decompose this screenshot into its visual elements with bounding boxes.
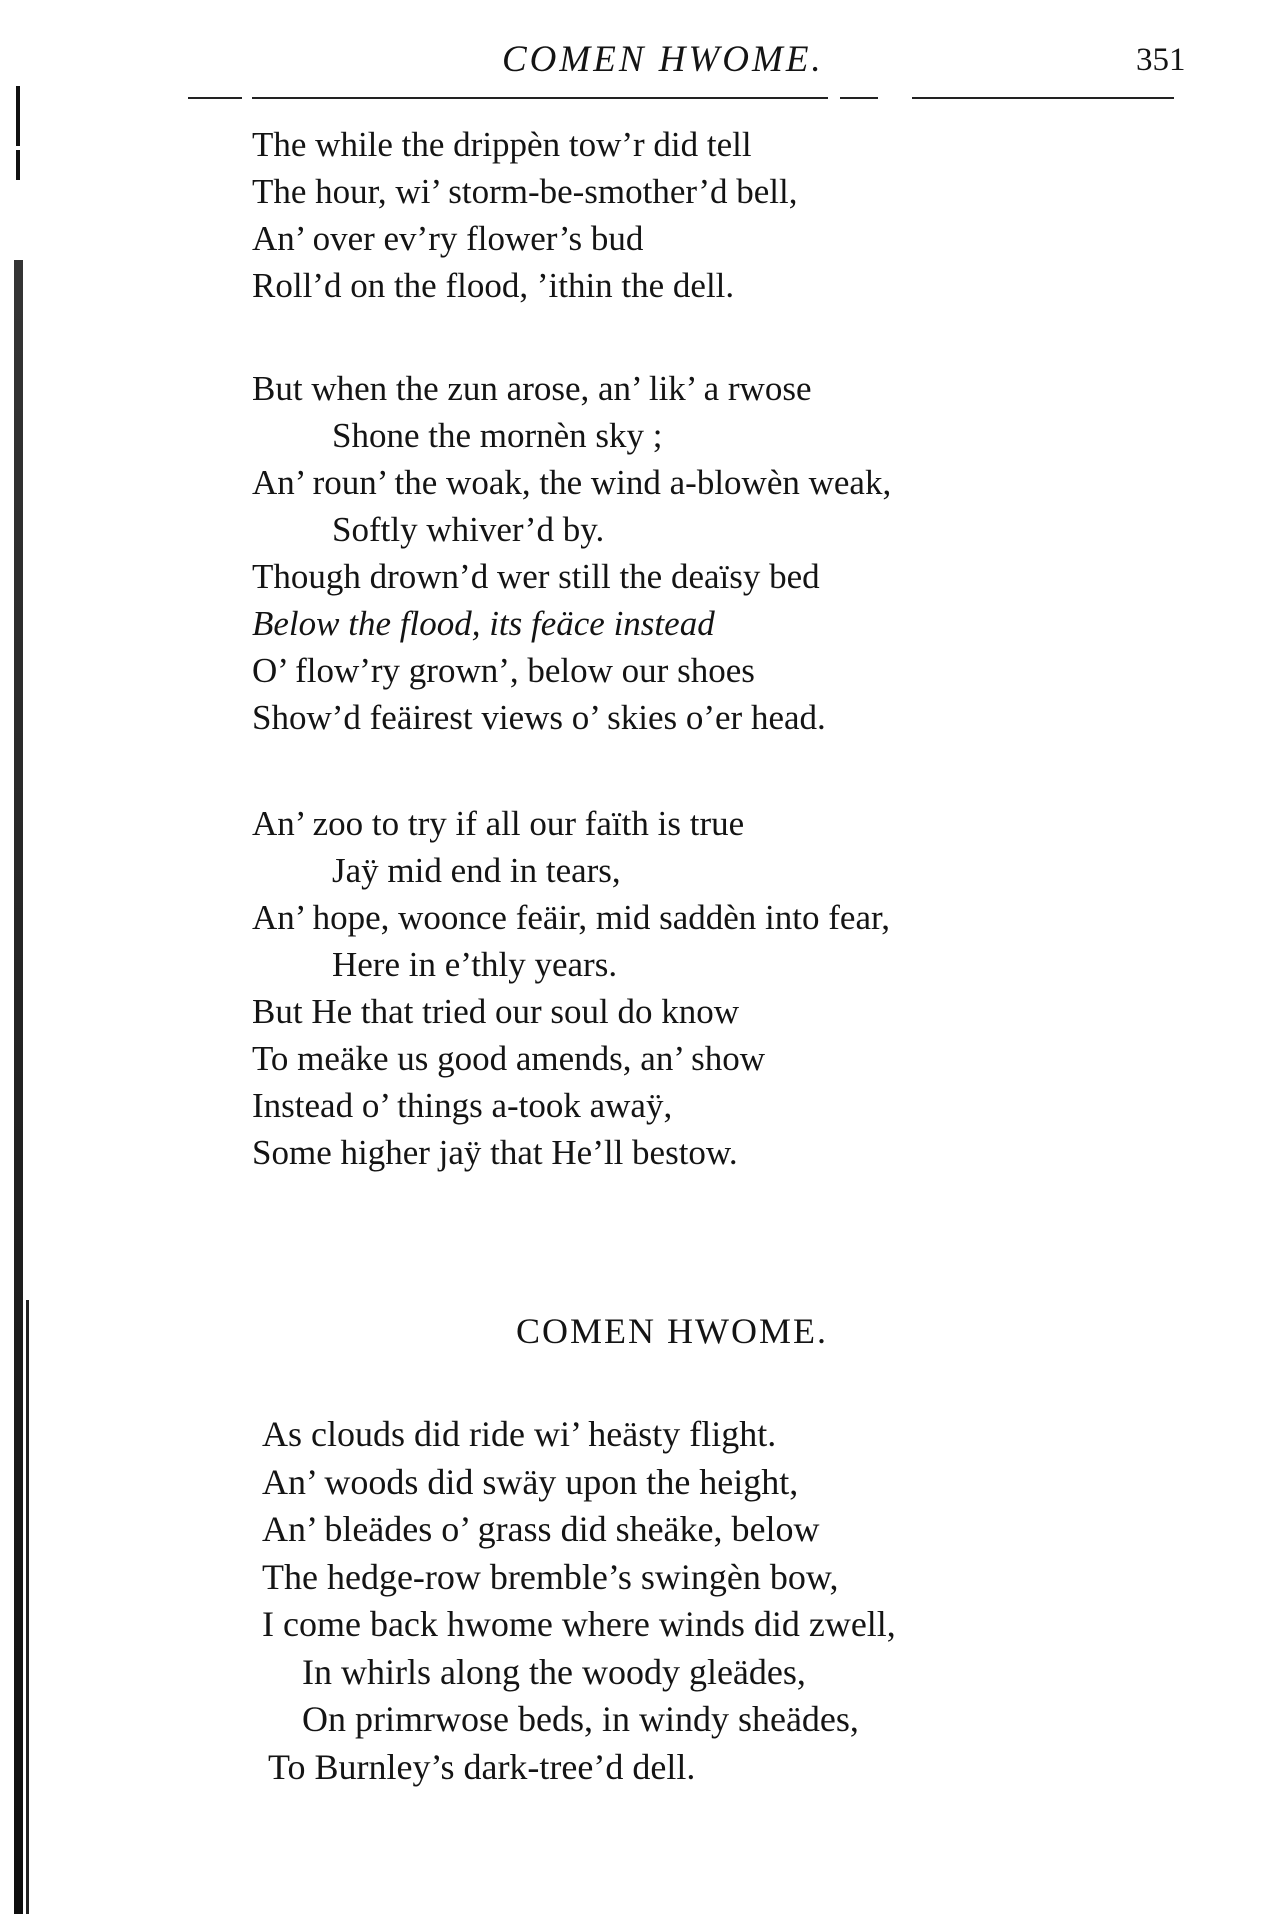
verse-line: The hedge-row bremble’s swingèn bow,: [262, 1556, 839, 1597]
stanza-1: [252, 121, 1152, 309]
verse-line: Though drown’d wer still the deaïsy bed: [252, 557, 820, 596]
header-rule: [840, 97, 878, 99]
verse-line: Jaÿ mid end in tears,: [332, 851, 621, 890]
verse-line: Below the flood, its feäce instead: [252, 604, 715, 643]
header-rule: [252, 97, 828, 99]
verse-line: An’ over ev’ry flower’s bud: [252, 219, 644, 258]
stanza-2: [252, 365, 1152, 741]
verse-line: Instead o’ things a-took awaÿ,: [252, 1086, 673, 1125]
verse-line: Here in e’thly years.: [332, 945, 618, 984]
binding-mark: [16, 86, 20, 146]
verse-line: An’ roun’ the woak, the wind a-blowèn weak,: [252, 463, 892, 502]
verse-line: To Burnley’s dark-tree’d dell.: [268, 1746, 696, 1787]
verse-line: Show’d feäirest views o’ skies o’er head.: [252, 698, 826, 737]
verse-line: An’ bleädes o’ grass did sheäke, below: [262, 1509, 820, 1549]
verse-line: The hour, wi’ storm-be-smother’d bell,: [252, 172, 798, 211]
verse-line: On primrwose beds, in windy sheädes,: [302, 1699, 859, 1739]
verse-line: To meäke us good amends, an’ show: [252, 1039, 766, 1078]
verse-line: As clouds did ride wi’ heästy flight.: [262, 1414, 777, 1454]
page-header: [180, 38, 1186, 98]
verse-line: Softly whiver’d by.: [332, 510, 605, 549]
verse-line: An’ hope, woonce feäir, mid saddèn into fear,: [252, 898, 890, 937]
verse-line: An’ woods did swäy upon the height,: [262, 1461, 799, 1502]
verse-line: Roll’d on the flood, ’ithin the dell.: [252, 266, 735, 305]
binding-shadow: [14, 0, 23, 1914]
page-binding-edge: [0, 0, 38, 1914]
running-title: COMEN HWOME.: [502, 39, 824, 80]
verse-line: The while the drippèn tow’r did tell: [252, 125, 752, 164]
poem-title: COMEN HWOME.: [516, 1311, 828, 1351]
verse-line: But when the zun arose, an’ lik’ a rwose: [252, 369, 812, 408]
verse-line: Some higher jaÿ that He’ll bestow.: [252, 1133, 738, 1172]
verse-line: O’ flow’ry grown’, below our shoes: [252, 651, 755, 690]
verse-line: An’ zoo to try if all our faïth is true: [252, 804, 745, 843]
verse-line: But He that tried our soul do know: [252, 992, 740, 1031]
verse-line: In whirls along the woody gleädes,: [302, 1651, 806, 1692]
stanza-4: [262, 1411, 1162, 1791]
verse-line: Shone the mornèn sky ;: [332, 416, 663, 455]
header-rule: [912, 97, 1174, 99]
header-rule: [188, 97, 242, 99]
page-number: 351: [1136, 42, 1186, 78]
binding-mark: [16, 150, 20, 180]
verse-line: I come back hwome where winds did zwell,: [262, 1604, 896, 1644]
stanza-3: [252, 800, 1152, 1176]
binding-shadow-inner: [26, 1300, 29, 1914]
